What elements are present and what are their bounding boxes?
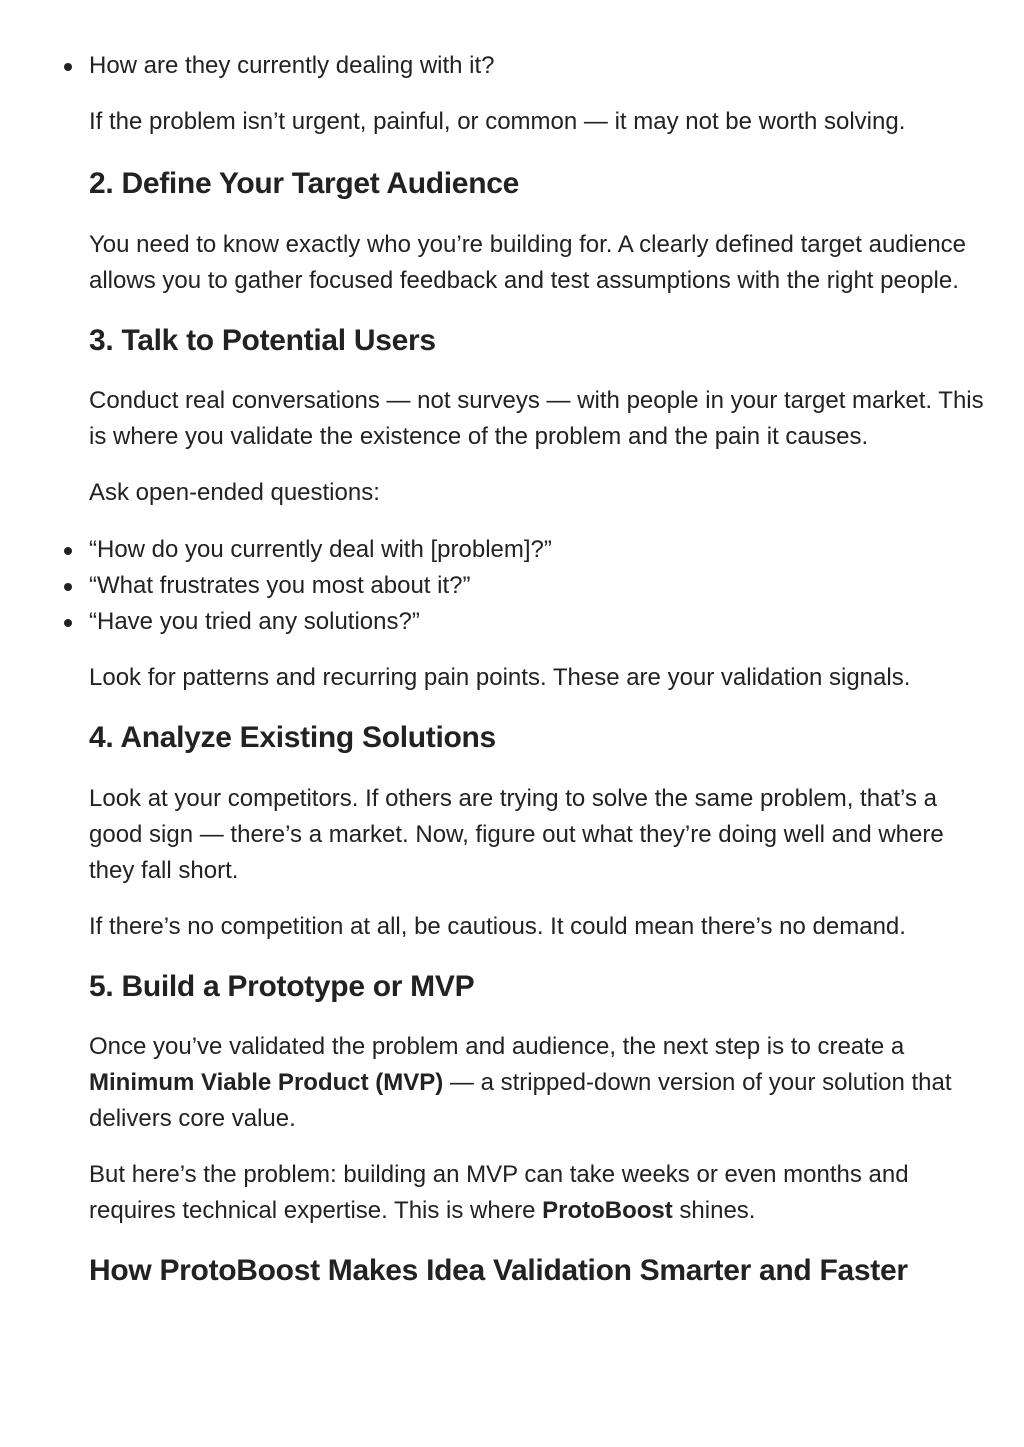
section-heading: 2. Define Your Target Audience [89,167,519,200]
paragraph [89,1029,989,1137]
bold-brand-protoboost: ProtoBoost [542,1197,673,1224]
intro-bullet-list [89,48,989,84]
list-item: “Have you tried any solutions?” [89,604,989,640]
text-run: — a stripped-down version of your solution that delivers core value. [89,1069,952,1132]
paragraph: Conduct real conversations — not surveys — with people in your target market. This is where you validate the existence of the problem and the pain it causes. [89,387,984,450]
paragraph: Look for patterns and recurring pain points. These are your validation signals. [89,664,911,691]
list-item: How are they currently dealing with it? [89,48,989,84]
paragraph: If there’s no competition at all, be cautious. It could mean there’s no demand. [89,913,906,940]
bold-term-mvp: Minimum Viable Product (MVP) [89,1069,444,1096]
paragraph: You need to know exactly who you’re building for. A clearly defined target audience allows you to gather focused feedback and test assumptions with the right people. [89,231,967,294]
list-item: “What frustrates you most about it?” [89,568,989,604]
section-heading: 3. Talk to Potential Users [89,324,436,357]
section-heading: 4. Analyze Existing Solutions [89,721,496,754]
paragraph: Ask open-ended questions: [89,479,380,506]
text-run: shines. [672,1197,756,1224]
section-heading: How ProtoBoost Makes Idea Validation Smarter and Faster [89,1254,908,1287]
paragraph: Look at your competitors. If others are trying to solve the same problem, that’s a good sign — there’s a market. Now, figure out what they’re doing well and where they fall short. [89,785,944,884]
list-item: “How do you currently deal with [problem]?” [89,532,989,568]
paragraph: If the problem isn’t urgent, painful, or common — it may not be worth solving. [89,108,906,135]
text-run: Once you’ve validated the problem and audience, the next step is to create a [89,1033,905,1060]
section-heading: 5. Build a Prototype or MVP [89,970,475,1003]
questions-list [89,532,989,640]
paragraph [89,1157,989,1229]
article-content [89,48,989,1289]
text-run: But here’s the problem: building an MVP can take weeks or even months and requires technical expertise. This is where [89,1161,909,1224]
